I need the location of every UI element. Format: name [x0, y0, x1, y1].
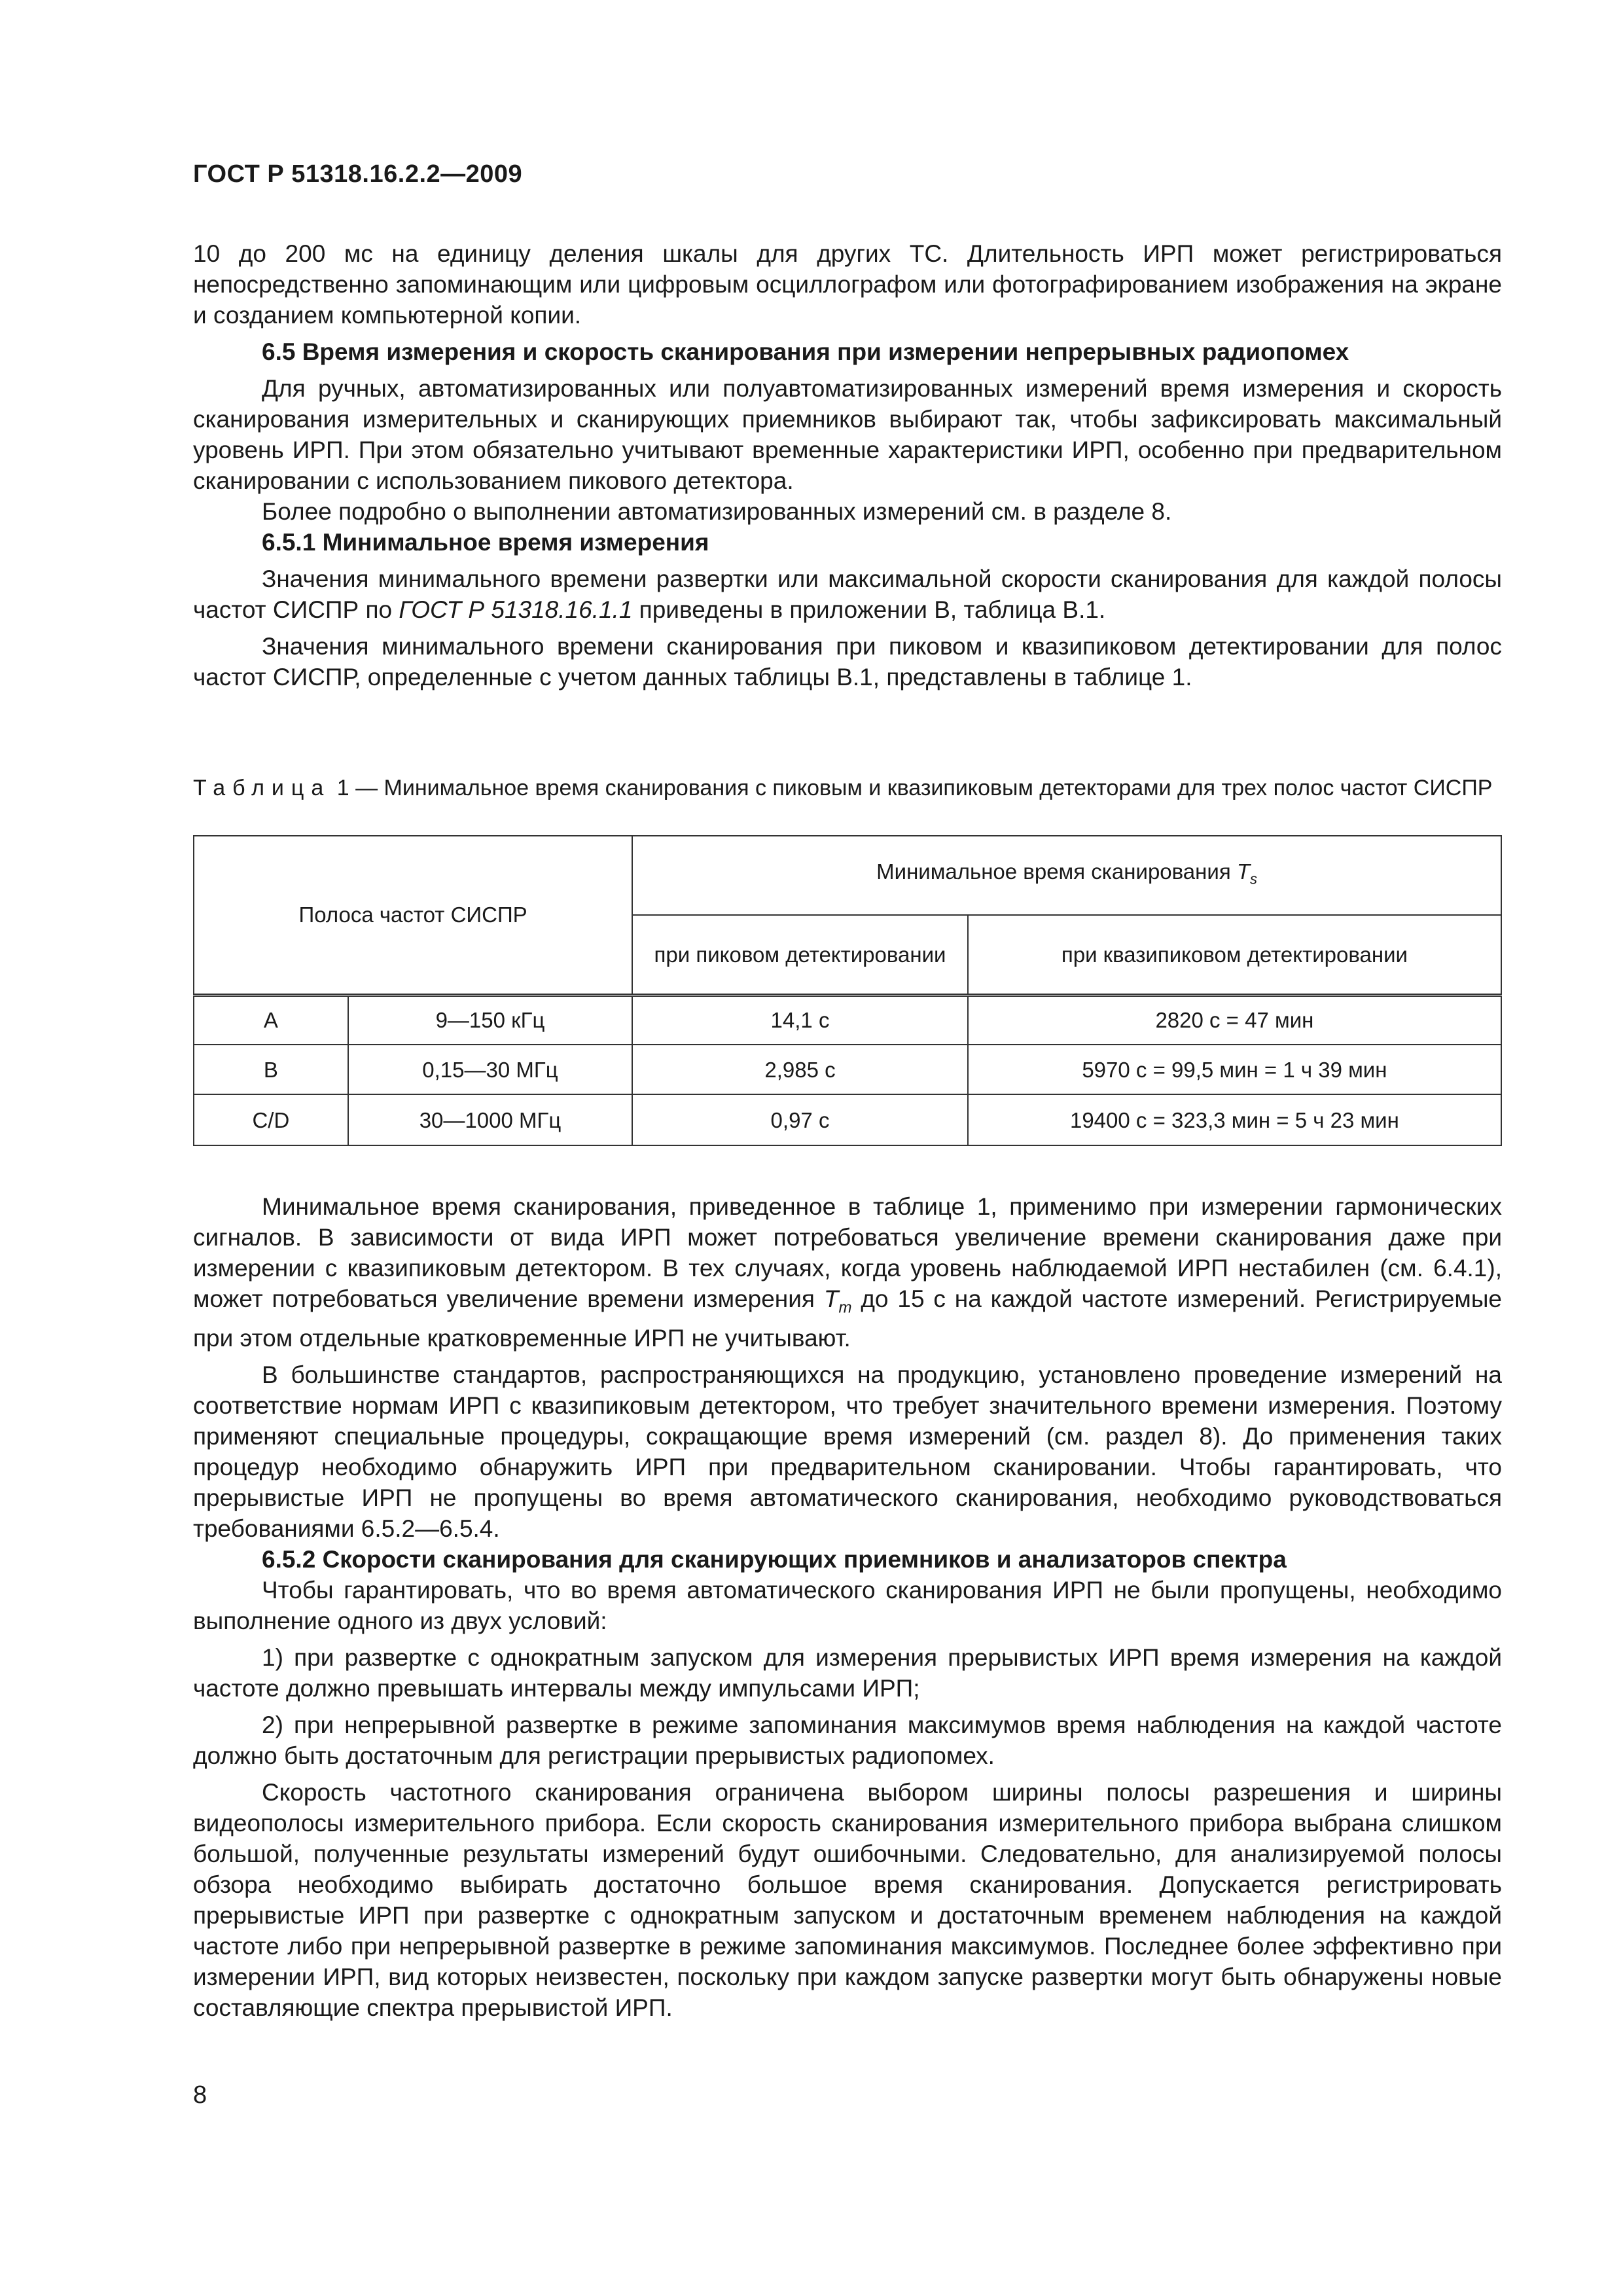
cell-range: 30—1000 МГц [348, 1094, 632, 1145]
table-row [194, 1094, 1501, 1145]
standard-reference: ГОСТ Р 51318.16.1.1 [399, 596, 633, 623]
heading-6-5-2: 6.5.2 Скорости сканирования для сканирующих приемников и анализаторов спектра [262, 1546, 1287, 1573]
table-row [194, 1045, 1501, 1094]
heading-6-5-1: 6.5.1 Минимальное время измерения [262, 529, 709, 556]
table-caption [193, 774, 1502, 802]
cell-peak: 0,97 с [632, 1094, 968, 1145]
table-caption-text: 1 — Минимальное время сканирования с пиковым и квазипиковым детекторами для трех полос частот СИСПР [330, 776, 1493, 800]
cell-band: A [194, 995, 348, 1045]
header-cell-peak: при пиковом детектировании [632, 915, 968, 995]
header-cell-qpeak: при квазипиковом детектировании [968, 915, 1501, 995]
cell-peak: 14,1 с [632, 995, 968, 1045]
paragraph-6-5-1-a: Значения минимального времени развертки или максимальной скорости сканирования для каждой полосы частот СИСПР по ГОСТ Р 51318.16.1.1 приведены в приложении В, таблица В.1. [193, 565, 1502, 623]
paragraph-after-table: Минимальное время сканирования, приведенное в таблице 1, применимо при измерении гармонических сигналов. В зависимости от вида ИРП может потребоваться увеличение времени сканирования даже при измерении с квазипиковым детектором. В тех случаях, когда уровень наблюдаемой ИРП нестабилен (см. 6.4.1), может потребоваться увеличение времени измерения $T_m$ до 15 с на каждой частоте измерений. Регистрируемые при этом отдельные кратковременные ИРП не учитывают. [193, 1193, 1503, 1352]
cell-peak: 2,985 с [632, 1045, 968, 1094]
cell-range: 0,15—30 МГц [348, 1045, 632, 1094]
heading-6-5: 6.5 Время измерения и скорость сканирования при измерении непрерывных радиопомех [262, 338, 1349, 365]
table-1 [193, 835, 1502, 1146]
paragraph-6-5-b: Более подробно о выполнении автоматизированных измерений см. в разделе 8. [262, 498, 1172, 525]
paragraph-6-5-1-b: Значения минимального времени сканирования при пиковом и квазипиковом детектировании для полос частот СИСПР, определенные с учетом данных таблицы В.1, представлены в таблице 1. [193, 633, 1502, 691]
cell-qpeak: 5970 с = 99,5 мин = 1 ч 39 мин [968, 1045, 1501, 1094]
table-caption-label: Таблица [193, 776, 331, 800]
header-cell-min-time: Минимальное время сканирования $T_s$ [632, 836, 1501, 915]
header-cell-band: Полоса частот СИСПР [194, 836, 632, 995]
table-row [194, 995, 1501, 1045]
paragraph-scan-speed: Скорость частотного сканирования ограничена выбором ширины полосы разрешения и ширины видеополосы измерительного прибора. Если скорость сканирования измерительного прибора выбрана слишком большой, полученные результаты измерений будут ошибочными. Следовательно, для анализируемой полосы обзора необходимо выбирать достаточно большое время сканирования. Допускается регистрировать прерывистые ИРП при развертке с однократным запуском и достаточным временем наблюдения на каждой частоте либо при непрерывной развертке в режиме запоминания максимумов. Последнее более эффективно при измерении ИРП, вид которых неизвестен, поскольку при каждом запуске развертки могут быть обнаружены новые составляющие спектра прерывистой ИРП. [193, 1779, 1502, 2022]
cell-qpeak: 2820 с = 47 мин [968, 995, 1501, 1045]
paragraph-conditions: Чтобы гарантировать, что во время автоматического сканирования ИРП не были пропущены, необходимо выполнение одного из двух условий: [193, 1577, 1502, 1635]
paragraph-standards: В большинстве стандартов, распространяющихся на продукцию, установлено проведение измерений на соответствие нормам ИРП с квазипиковым детектором, что требует значительного времени измерения. Поэтому применяют специальные процедуры, сокращающие время измерений (см. раздел 8). До применения таких процедур необходимо обнаружить ИРП при предварительном сканировании. Чтобы гарантировать, что прерывистые ИРП не пропущены во время автоматического сканирования, необходимо руководствоваться требованиями 6.5.2—6.5.4. [193, 1361, 1502, 1543]
paragraph-6-5-a: Для ручных, автоматизированных или полуавтоматизированных измерений время измерения и скорость сканирования измерительных и сканирующих приемников выбирают так, чтобы зафиксировать максимальный уровень ИРП. При этом обязательно учитывают временные характеристики ИРП, особенно при предварительном сканировании с использованием пикового детектора. [193, 375, 1502, 494]
cell-range: 9—150 кГц [348, 995, 632, 1045]
cell-band: C/D [194, 1094, 348, 1145]
body-text-bottom [193, 1191, 1502, 2023]
body-text-top [193, 238, 1502, 692]
page-number: 8 [193, 2081, 207, 2109]
document-header: ГОСТ Р 51318.16.2.2—2009 [193, 160, 523, 188]
paragraph-intro: 10 до 200 мс на единицу деления шкалы для других ТС. Длительность ИРП может регистрироваться непосредственно запоминающим или цифровым осциллографом или фотографированием изображения на экране и созданием компьютерной копии. [193, 240, 1502, 329]
cell-qpeak: 19400 с = 323,3 мин = 5 ч 23 мин [968, 1094, 1501, 1145]
cell-band: B [194, 1045, 348, 1094]
paragraph-condition-1: 1) при развертке с однократным запуском для измерения прерывистых ИРП время измерения на каждой частоте должно превышать интервалы между импульсами ИРП; [193, 1644, 1502, 1702]
paragraph-condition-2: 2) при непрерывной развертке в режиме запоминания максимумов время наблюдения на каждой частоте должно быть достаточным для регистрации прерывистых радиопомех. [193, 1712, 1502, 1770]
